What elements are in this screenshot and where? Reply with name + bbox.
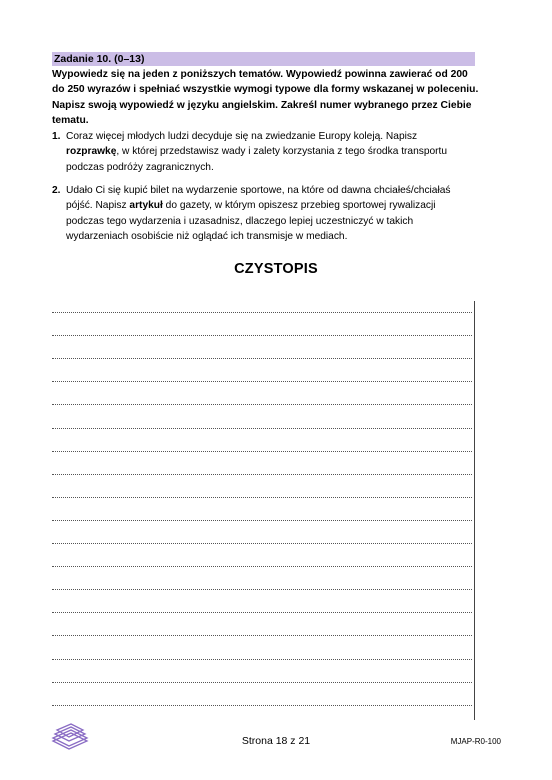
- task-header: Zadanie 10. (0–13): [52, 52, 475, 66]
- topic-text: Udało Ci się kupić bilet na wydarzenie sportowe, na które od dawna chciałeś/chciałaś pójść. Napisz artykuł do gazety, w którym opiszesz przebieg sportowej rywalizacji podczas tego wydarzenia i uzasadnisz, dlaczego lepiej uczestniczyć w takich wydarzeniach osobiście niż oglądać ich transmisje w mediach.: [66, 185, 451, 242]
- writing-line[interactable]: [52, 335, 472, 336]
- writing-line[interactable]: [52, 381, 472, 382]
- writing-line[interactable]: [52, 358, 472, 359]
- task-instructions: Wypowiedz się na jeden z poniższych tematów. Wypowiedź powinna zawierać od 200 do 250 wyrazów i spełniać wszystkie wymogi typowe dla formy wskazanej w poleceniu. Napisz swoją wypowiedź w języku angielskim. Zakreśl numer wybranego przez Ciebie tematu.: [52, 69, 479, 126]
- text-type-bold: artykuł: [129, 200, 163, 212]
- page-number: Strona 18 z 21: [241, 735, 311, 747]
- margin-line: [474, 301, 475, 720]
- writing-line[interactable]: [52, 474, 472, 475]
- topic-number[interactable]: 1.: [52, 131, 61, 142]
- writing-line[interactable]: [52, 312, 472, 313]
- writing-line[interactable]: [52, 428, 472, 429]
- writing-line[interactable]: [52, 589, 472, 590]
- topic-number[interactable]: 2.: [52, 185, 61, 196]
- writing-line[interactable]: [52, 543, 472, 544]
- writing-line[interactable]: [52, 451, 472, 452]
- writing-line[interactable]: [52, 404, 472, 405]
- topic-option-2[interactable]: [52, 183, 472, 244]
- writing-line[interactable]: [52, 635, 472, 636]
- writing-line[interactable]: [52, 705, 472, 706]
- text-type-bold: rozprawkę: [66, 146, 117, 158]
- writing-line[interactable]: [52, 497, 472, 498]
- writing-line[interactable]: [52, 520, 472, 521]
- topic-text: Coraz więcej młodych ludzi decyduje się na zwiedzanie Europy koleją. Napisz rozprawkę, w której przedstawisz wady i zalety korzystania z tego środka transportu podczas podróży zagranicznych.: [66, 131, 448, 173]
- writing-line[interactable]: [52, 612, 472, 613]
- writing-line[interactable]: [52, 682, 472, 683]
- section-title: CZYSTOPIS: [234, 261, 318, 277]
- writing-line[interactable]: [52, 566, 472, 567]
- writing-line[interactable]: [52, 659, 472, 660]
- topic-option-1[interactable]: [52, 129, 472, 175]
- document-code: MJAP-R0-100: [450, 737, 501, 746]
